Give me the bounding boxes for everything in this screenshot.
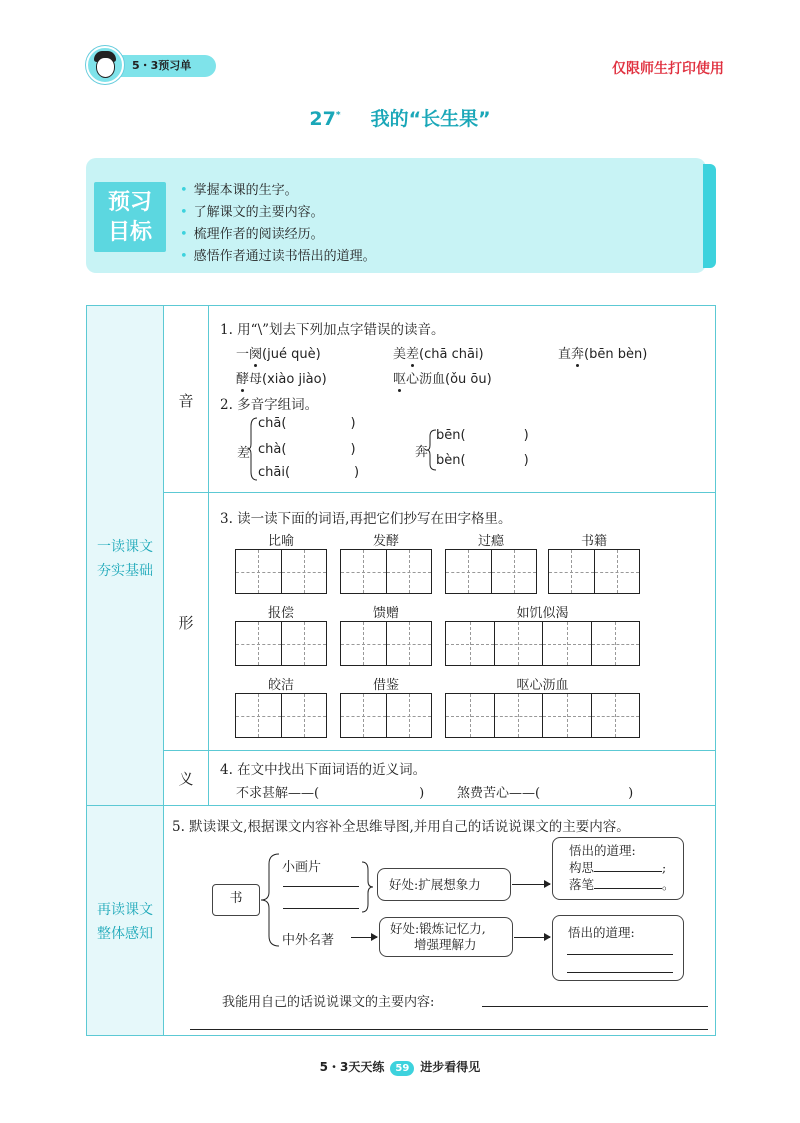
q1-item: 一阕(jué què) bbox=[236, 347, 321, 362]
answer-line[interactable] bbox=[283, 886, 359, 887]
q1-item: 呕心沥血(ǒu ōu) bbox=[393, 372, 492, 387]
mindmap-insight-2: 悟出的道理: bbox=[552, 915, 684, 981]
q2-reading: chāi( ) bbox=[258, 465, 360, 480]
tianzige-box[interactable] bbox=[445, 549, 537, 594]
page-number: 59 bbox=[390, 1061, 414, 1076]
section-overview-label: 再读课文 整体感知 bbox=[97, 902, 153, 942]
q2-brace-1 bbox=[248, 416, 258, 482]
q2-reading: bèn( ) bbox=[436, 453, 529, 468]
tianzige-box[interactable] bbox=[445, 693, 640, 738]
q1-item: 美差(chā chāi) bbox=[393, 347, 484, 362]
mindmap-root-book: 书 bbox=[212, 884, 260, 916]
objectives-tab bbox=[703, 164, 716, 268]
copy-word: 过瘾 bbox=[477, 534, 504, 549]
objectives-label: 预习 目标 bbox=[94, 182, 166, 252]
q1-prompt: 1. 用“\”划去下列加点字错误的读音。 bbox=[220, 322, 445, 338]
answer-line[interactable] bbox=[567, 954, 673, 955]
q2-char-ben: 奔 bbox=[415, 445, 429, 460]
q1-item: 酵母(xiào jiào) bbox=[236, 372, 327, 387]
q2-prompt: 2. 多音字组词。 bbox=[220, 397, 319, 413]
q3-prompt: 3. 读一读下面的词语,再把它们抄写在田字格里。 bbox=[220, 511, 512, 527]
section-basics-label: 一读课文 夯实基础 bbox=[97, 539, 153, 579]
q5-prompt: 5. 默读课文,根据课文内容补全思维导图,并用自己的话说说课文的主要内容。 bbox=[172, 819, 630, 835]
tianzige-box[interactable] bbox=[445, 621, 640, 666]
mindmap-benefit-1: 好处:扩展想象力 bbox=[377, 868, 511, 901]
tianzige-box[interactable] bbox=[235, 693, 327, 738]
summary-line[interactable] bbox=[190, 1029, 708, 1030]
mindmap-brace bbox=[360, 860, 374, 914]
tianzige-box[interactable] bbox=[340, 621, 432, 666]
lesson-number: 27* bbox=[309, 108, 341, 130]
objectives-list bbox=[180, 180, 376, 268]
mindmap-brace bbox=[259, 852, 281, 948]
copy-word: 如饥似渴 bbox=[516, 606, 569, 621]
q1-item: 直奔(bēn bèn) bbox=[558, 347, 648, 362]
q4-prompt: 4. 在文中找出下面词语的近义词。 bbox=[220, 762, 427, 778]
mindmap-insight-1: 悟出的道理: 构思 ; 落笔 。 bbox=[552, 837, 684, 900]
copy-word: 报偿 bbox=[267, 606, 294, 621]
answer-line[interactable] bbox=[283, 908, 359, 909]
objective-item: • 感悟作者通过读书悟出的道理。 bbox=[180, 246, 376, 268]
mascot-avatar bbox=[86, 46, 124, 84]
objective-item: • 梳理作者的阅读经历。 bbox=[180, 224, 376, 246]
series-badge: 5・3预习单 bbox=[108, 55, 216, 77]
q2-reading: chà( ) bbox=[258, 442, 356, 457]
tianzige-box[interactable] bbox=[340, 693, 432, 738]
copy-word: 馈赠 bbox=[372, 606, 399, 621]
tianzige-box[interactable] bbox=[235, 549, 327, 594]
copy-word: 比喻 bbox=[267, 534, 294, 549]
tianzige-box[interactable] bbox=[548, 549, 640, 594]
page-footer: 5・3天天练 59 进步看得见 bbox=[319, 1060, 481, 1074]
tianzige-box[interactable] bbox=[235, 621, 327, 666]
q4-item: 煞费苦心——( ) bbox=[457, 786, 634, 801]
objective-item: • 了解课文的主要内容。 bbox=[180, 202, 376, 224]
answer-line[interactable] bbox=[567, 972, 673, 973]
objective-item: • 掌握本课的生字。 bbox=[180, 180, 376, 202]
copy-word: 发酵 bbox=[372, 534, 399, 549]
mindmap-branch-classics: 中外名著 bbox=[282, 933, 335, 948]
mindmap-arrow bbox=[514, 937, 550, 938]
q2-reading: bēn( ) bbox=[436, 428, 529, 443]
mindmap-benefit-2: 好处:锻炼记忆力, 增强理解力 bbox=[379, 917, 513, 957]
summary-line[interactable] bbox=[482, 1006, 708, 1007]
row-label-sound: 音 bbox=[178, 392, 194, 410]
q4-item: 不求甚解——( ) bbox=[236, 786, 425, 801]
lesson-title bbox=[0, 104, 800, 131]
row-label-shape: 形 bbox=[178, 614, 194, 632]
mindmap-arrow bbox=[351, 937, 377, 938]
copy-word: 呕心沥血 bbox=[516, 678, 569, 693]
copy-word: 皎洁 bbox=[267, 678, 294, 693]
print-restriction: 仅限师生打印使用 bbox=[612, 61, 724, 77]
q2-reading: chā( ) bbox=[258, 416, 356, 431]
objectives-panel bbox=[86, 158, 706, 273]
lesson-name: 我的“长生果” bbox=[370, 108, 491, 130]
mindmap-arrow bbox=[512, 884, 550, 885]
mindmap-branch-pictures: 小画片 bbox=[282, 860, 322, 875]
tianzige-box[interactable] bbox=[340, 549, 432, 594]
copy-word: 书籍 bbox=[580, 534, 607, 549]
copy-word: 借鉴 bbox=[372, 678, 399, 693]
summary-prompt: 我能用自己的话说说课文的主要内容: bbox=[222, 995, 435, 1010]
q2-char-cha: 差 bbox=[237, 446, 251, 461]
mascot-face bbox=[96, 57, 115, 78]
row-label-meaning: 义 bbox=[178, 770, 194, 788]
